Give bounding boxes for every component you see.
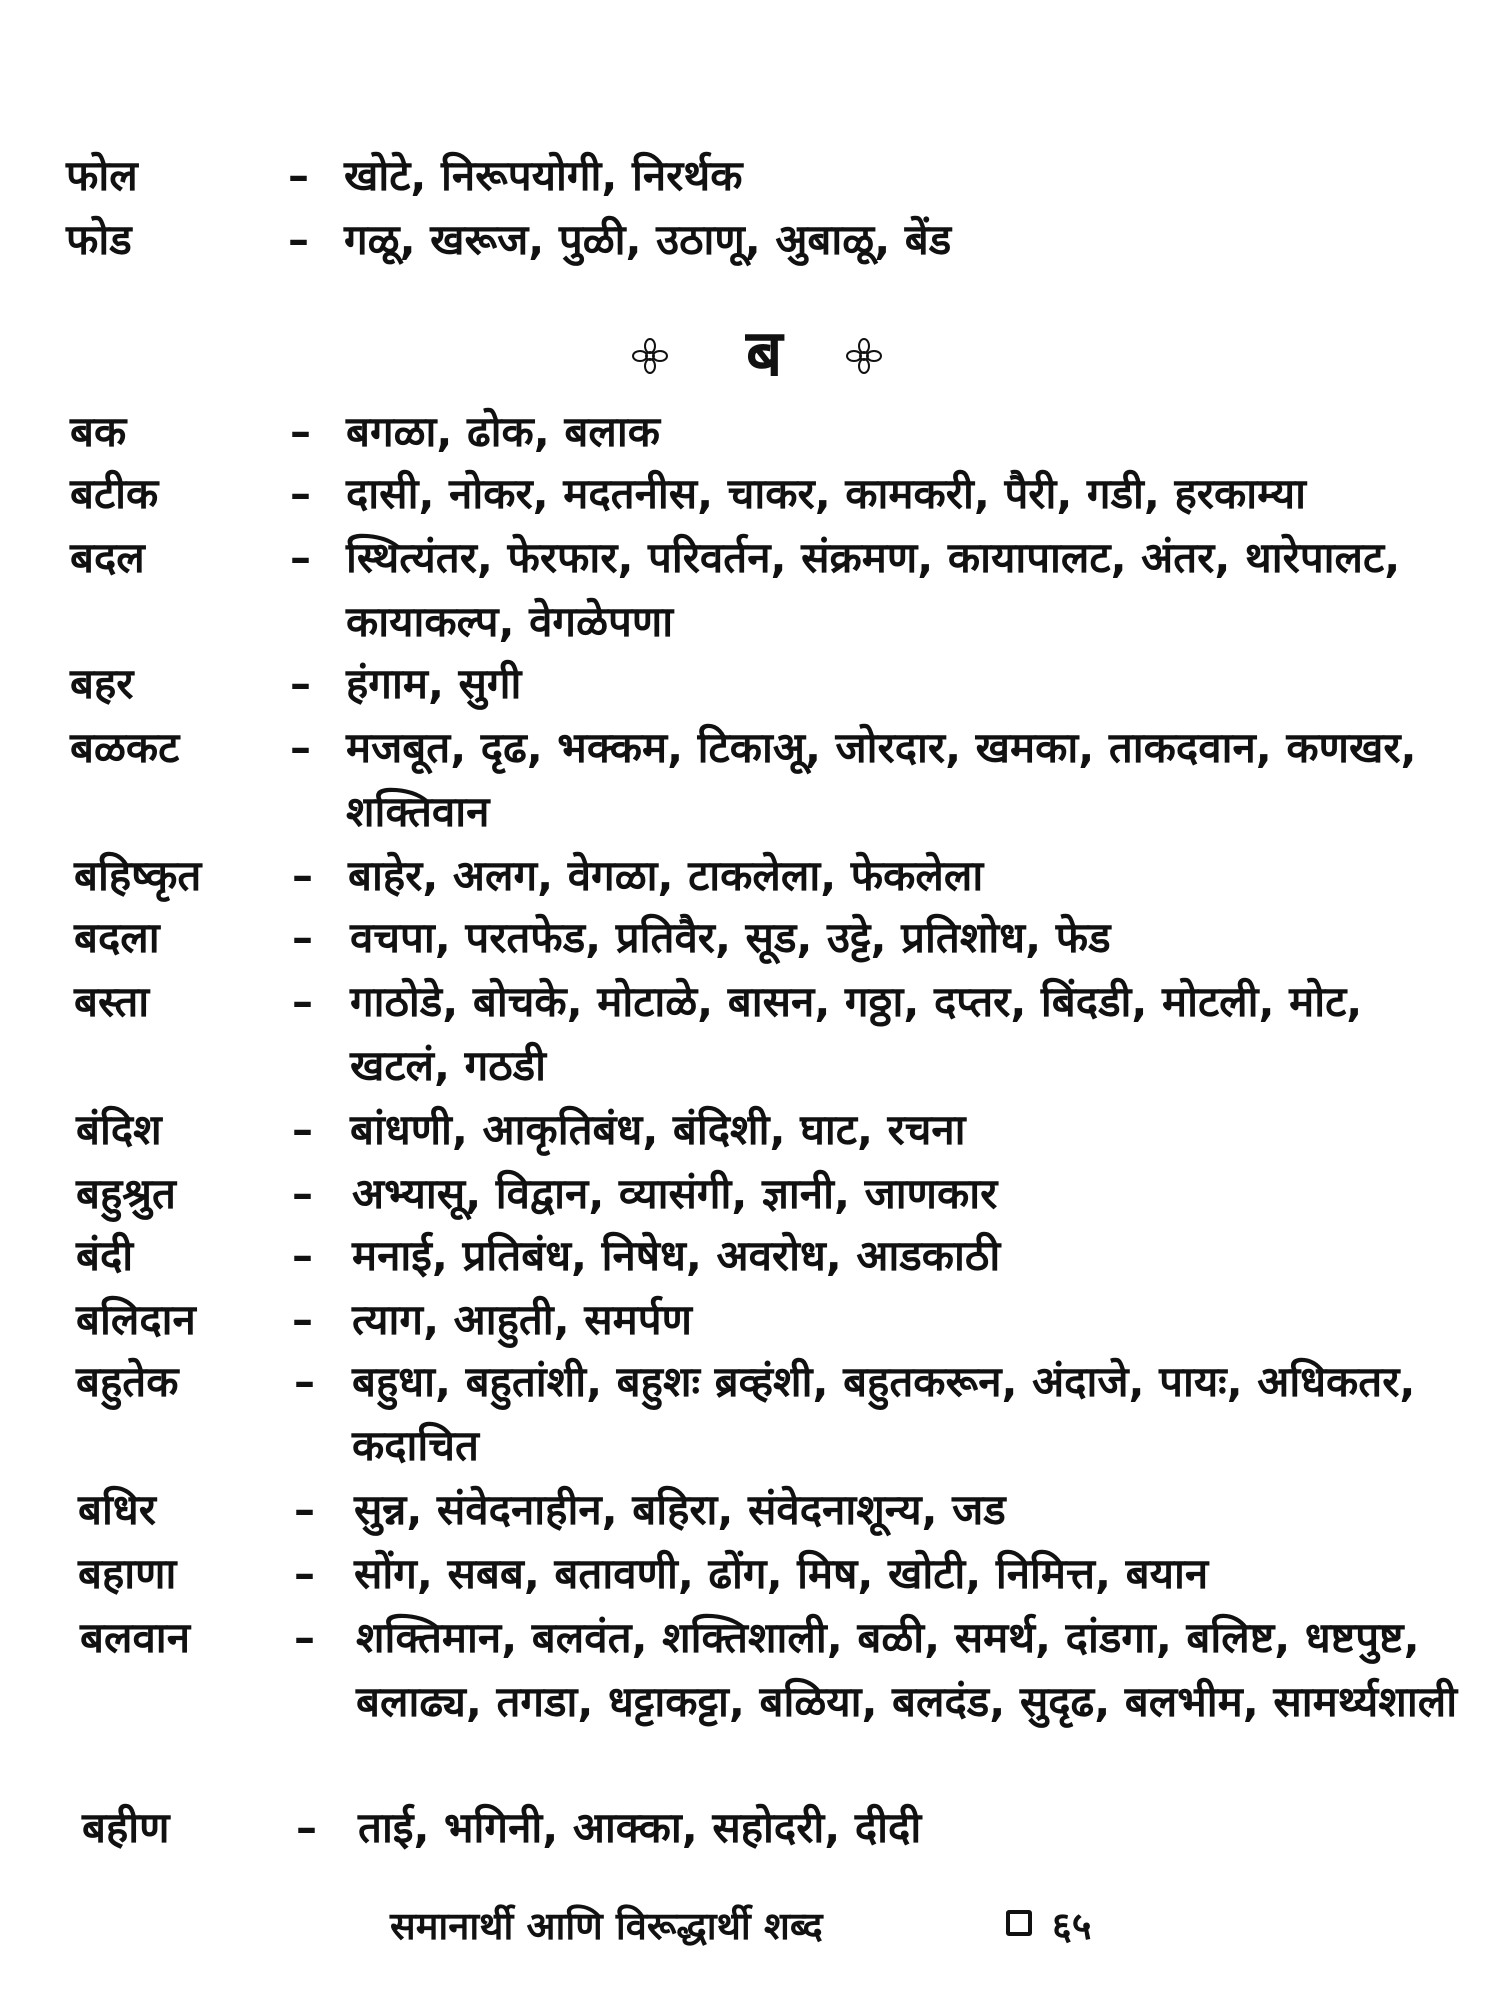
entry-term: फोल (66, 151, 138, 200)
section-letter: ब (746, 317, 783, 391)
entry-dash: – (290, 533, 311, 582)
entry-meaning: गळू, खरूज, पुळी, उठाणू, अुबाळू, बेंड (344, 215, 952, 264)
entry-meaning: स्थित्यंतर, फेरफार, परिवर्तन, संक्रमण, कायापालट, अंतर, थारेपालट, कायाकल्प, वेगळेपणा (346, 533, 1401, 646)
entry-term: बधिर (78, 1485, 156, 1534)
entry-meaning: मनाई, प्रतिबंध, निषेध, अवरोध, आडकाठी (352, 1231, 1001, 1280)
entry-meaning: गाठोडे, बोचके, मोटाळे, बासन, गठ्ठा, दप्तर, बिंदडी, मोटली, मोट, खटलं, गठडी (350, 977, 1363, 1090)
entry-meaning: दासी, नोकर, मदतनीस, चाकर, कामकरी, पैरी, गडी, हरकाम्या (346, 469, 1307, 518)
box-icon (1006, 1910, 1032, 1936)
entry-meaning: अभ्यासू, विद्वान, व्यासंगी, ज्ञानी, जाणकार (352, 1169, 998, 1218)
entry-dash: – (294, 1549, 315, 1598)
entry-dash: – (292, 977, 313, 1026)
entry-dash: – (292, 1105, 313, 1154)
entry-dash: – (292, 851, 313, 900)
entry-meaning: वचपा, परतफेड, प्रतिवैर, सूड, उट्टे, प्रतिशोध, फेड (350, 913, 1111, 962)
entry-meaning: हंगाम, सुगी (346, 659, 522, 708)
entry-meaning: मजबूत, दृढ, भक्कम, टिकाअू, जोरदार, खमका, ताकदवान, कणखर, शक्तिवान (346, 723, 1417, 836)
entry-meaning: सोंग, सबब, बतावणी, ढोंग, मिष, खोटी, निमित्त, बयान (354, 1549, 1209, 1598)
entry-term: बलवान (80, 1613, 190, 1662)
entry-term: बहाणा (78, 1549, 177, 1598)
entry-term: बंदी (76, 1231, 134, 1280)
entry-dash: – (288, 151, 309, 200)
entry-term: बस्ता (74, 977, 150, 1026)
entry-term: फोड (66, 215, 132, 264)
entry-meaning: सुन्न, संवेदनाहीन, बहिरा, संवेदनाशून्य, जड (354, 1485, 1006, 1534)
entry-meaning: बांधणी, आकृतिबंध, बंदिशी, घाट, रचना (350, 1105, 966, 1154)
entry-dash: – (294, 1485, 315, 1534)
entry-dash: – (296, 1803, 317, 1852)
entry-dash: – (288, 215, 309, 264)
flower-icon (632, 338, 668, 374)
entry-term: बहिष्कृत (74, 851, 202, 900)
entry-dash: – (292, 1295, 313, 1344)
entry-meaning: शक्तिमान, बलवंत, शक्तिशाली, बळी, समर्थ, दांडगा, बलिष्ट, धष्टपुष्ट, बलाढ्य, तगडा, धट्टाकट्टा, बळिया, बलदंड, सुदृढ, बलभीम, सामर्थ्यशाली (356, 1613, 1458, 1726)
entry-dash: – (290, 469, 311, 518)
page-footer (0, 1898, 1500, 1958)
entry-term: बटीक (70, 469, 159, 518)
entry-meaning: बगळा, ढोक, बलाक (346, 407, 660, 456)
page-number: ६५ (1052, 1904, 1092, 1948)
entry-term: बक (70, 407, 127, 456)
section-heading (0, 318, 1500, 398)
entry-meaning: खोटे, निरूपयोगी, निरर्थक (344, 151, 743, 200)
flower-icon (846, 338, 882, 374)
entry-dash: – (290, 407, 311, 456)
entry-dash: – (292, 913, 313, 962)
footer-title: समानार्थी आणि विरूद्धार्थी शब्द (390, 1904, 823, 1948)
entry-term: बहर (70, 659, 134, 708)
entry-dash: – (292, 1231, 313, 1280)
entry-term: बलिदान (76, 1295, 196, 1344)
entry-meaning: त्याग, आहुती, समर्पण (352, 1295, 692, 1344)
entry-term: बहुश्रुत (76, 1169, 176, 1218)
entry-term: बदल (70, 533, 145, 582)
entry-term: बदला (74, 913, 160, 962)
entry-term: बळकट (70, 723, 180, 772)
entry-term: बहीण (82, 1803, 170, 1852)
entry-term: बंदिश (76, 1105, 162, 1154)
entry-dash: – (292, 1169, 313, 1218)
entry-dash: – (290, 659, 311, 708)
entry-meaning: बहुधा, बहुतांशी, बहुशः ब्रव्हंशी, बहुतकरून, अंदाजे, पायः, अधिकतर, कदाचित (352, 1357, 1416, 1470)
entry-dash: – (294, 1357, 315, 1406)
entry-meaning: ताई, भगिनी, आक्का, सहोदरी, दीदी (358, 1803, 922, 1852)
entry-dash: – (290, 723, 311, 772)
entry-meaning: बाहेर, अलग, वेगळा, टाकलेला, फेकलेला (348, 851, 984, 900)
entry-dash: – (294, 1613, 315, 1662)
entry-term: बहुतेक (76, 1357, 179, 1406)
